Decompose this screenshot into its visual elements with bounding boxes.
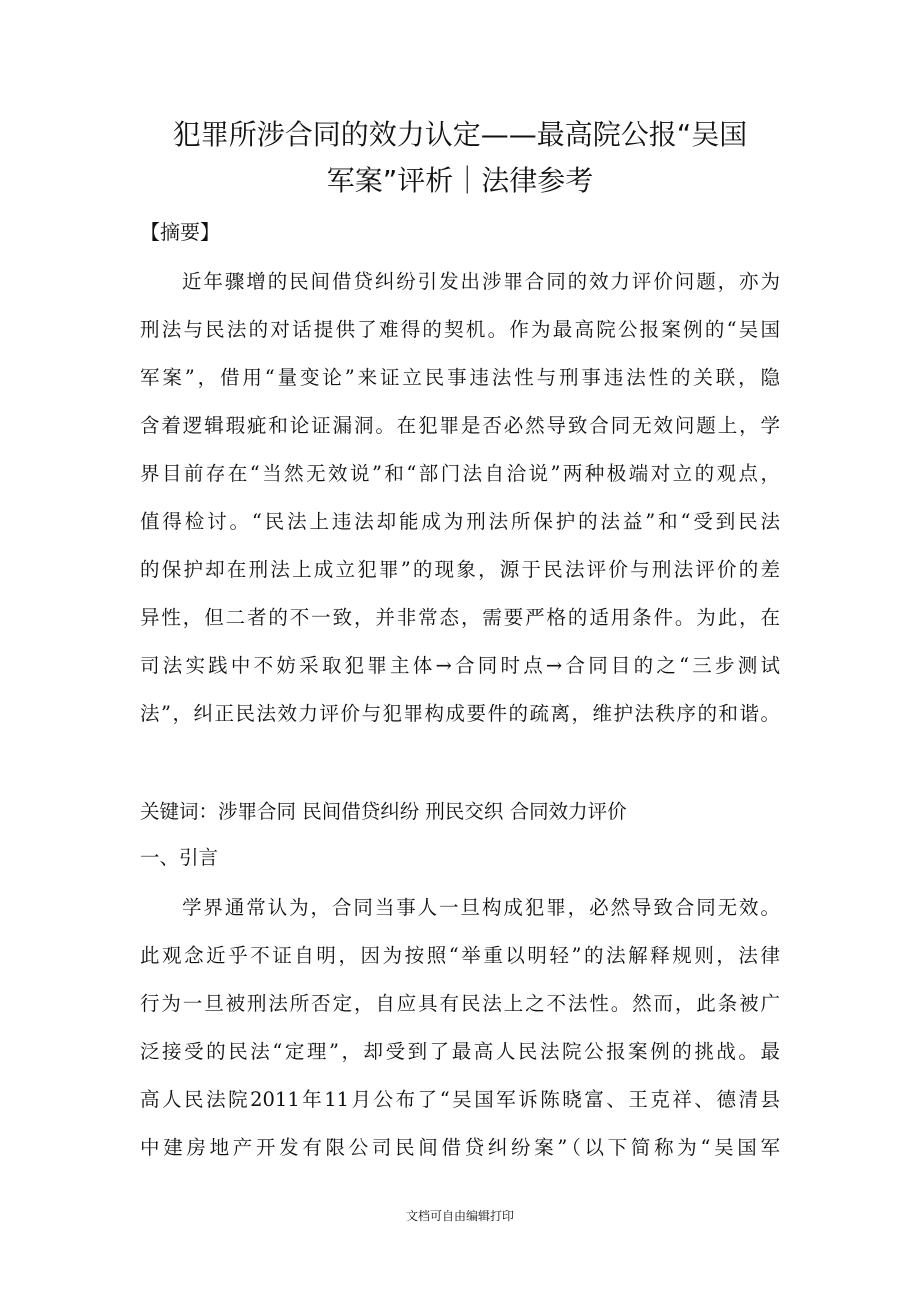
text-line: 界目前存在“当然无效说”和“部门法自洽说”两种极端对立的观点， — [140, 462, 780, 485]
abstract-paragraph — [140, 258, 780, 738]
text-line: 泛接受的民法“定理”，却受到了最高人民法院公报案例的挑战。最 — [140, 1040, 780, 1063]
text-line: 军案”，借用“量变论”来证立民事违法性与刑事违法性的关联，隐 — [140, 366, 780, 389]
text-line: 近年骤增的民间借贷纠纷引发出涉罪合同的效力评价问题，亦为 — [182, 270, 780, 293]
keywords: 关键词：涉罪合同 民间借贷纠纷 刑民交织 合同效力评价 — [140, 800, 627, 823]
page-footer: 文档可自由编辑打印 — [405, 1209, 514, 1223]
text-line: 的保护却在刑法上成立犯罪”的现象，源于民法评价与刑法评价的差 — [140, 558, 780, 581]
title-line: 犯罪所涉合同的效力认定——最高院公报“吴国 — [172, 118, 748, 151]
text-line: 刑法与民法的对话提供了难得的契机。作为最高院公报案例的“吴国 — [140, 318, 780, 341]
text-line: 学界通常认为，合同当事人一旦构成犯罪，必然导致合同无效。 — [182, 896, 780, 919]
title-line: 军案”评析｜法律参考 — [326, 164, 594, 197]
section-heading: 一、引言 — [140, 846, 219, 869]
text-line: 值得检讨。“民法上违法却能成为刑法所保护的法益”和“受到民法 — [140, 510, 780, 533]
text-line: 中建房地产开发有限公司民间借贷纠纷案”（以下简称为“吴国军 — [140, 1136, 780, 1159]
text-line: 此观念近乎不证自明，因为按照“举重以明轻”的法解释规则，法律 — [140, 944, 780, 967]
intro-paragraph — [140, 884, 780, 1172]
text-line: 高人民法院2011年11月公布了“吴国军诉陈晓富、王克祥、德清县 — [140, 1088, 780, 1111]
text-line: 行为一旦被刑法所否定，自应具有民法上之不法性。然而，此条被广 — [140, 992, 780, 1015]
abstract-label: 【摘要】 — [140, 220, 220, 244]
text-line: 司法实践中不妨采取犯罪主体→合同时点→合同目的之“三步测试 — [140, 654, 780, 677]
document-title — [130, 112, 790, 204]
text-line: 法”，纠正民法效力评价与犯罪构成要件的疏离，维护法秩序的和谐。 — [140, 702, 780, 725]
text-line: 异性，但二者的不一致，并非常态，需要严格的适用条件。为此，在 — [140, 606, 780, 629]
text-line: 含着逻辑瑕疵和论证漏洞。在犯罪是否必然导致合同无效问题上，学 — [140, 414, 780, 437]
